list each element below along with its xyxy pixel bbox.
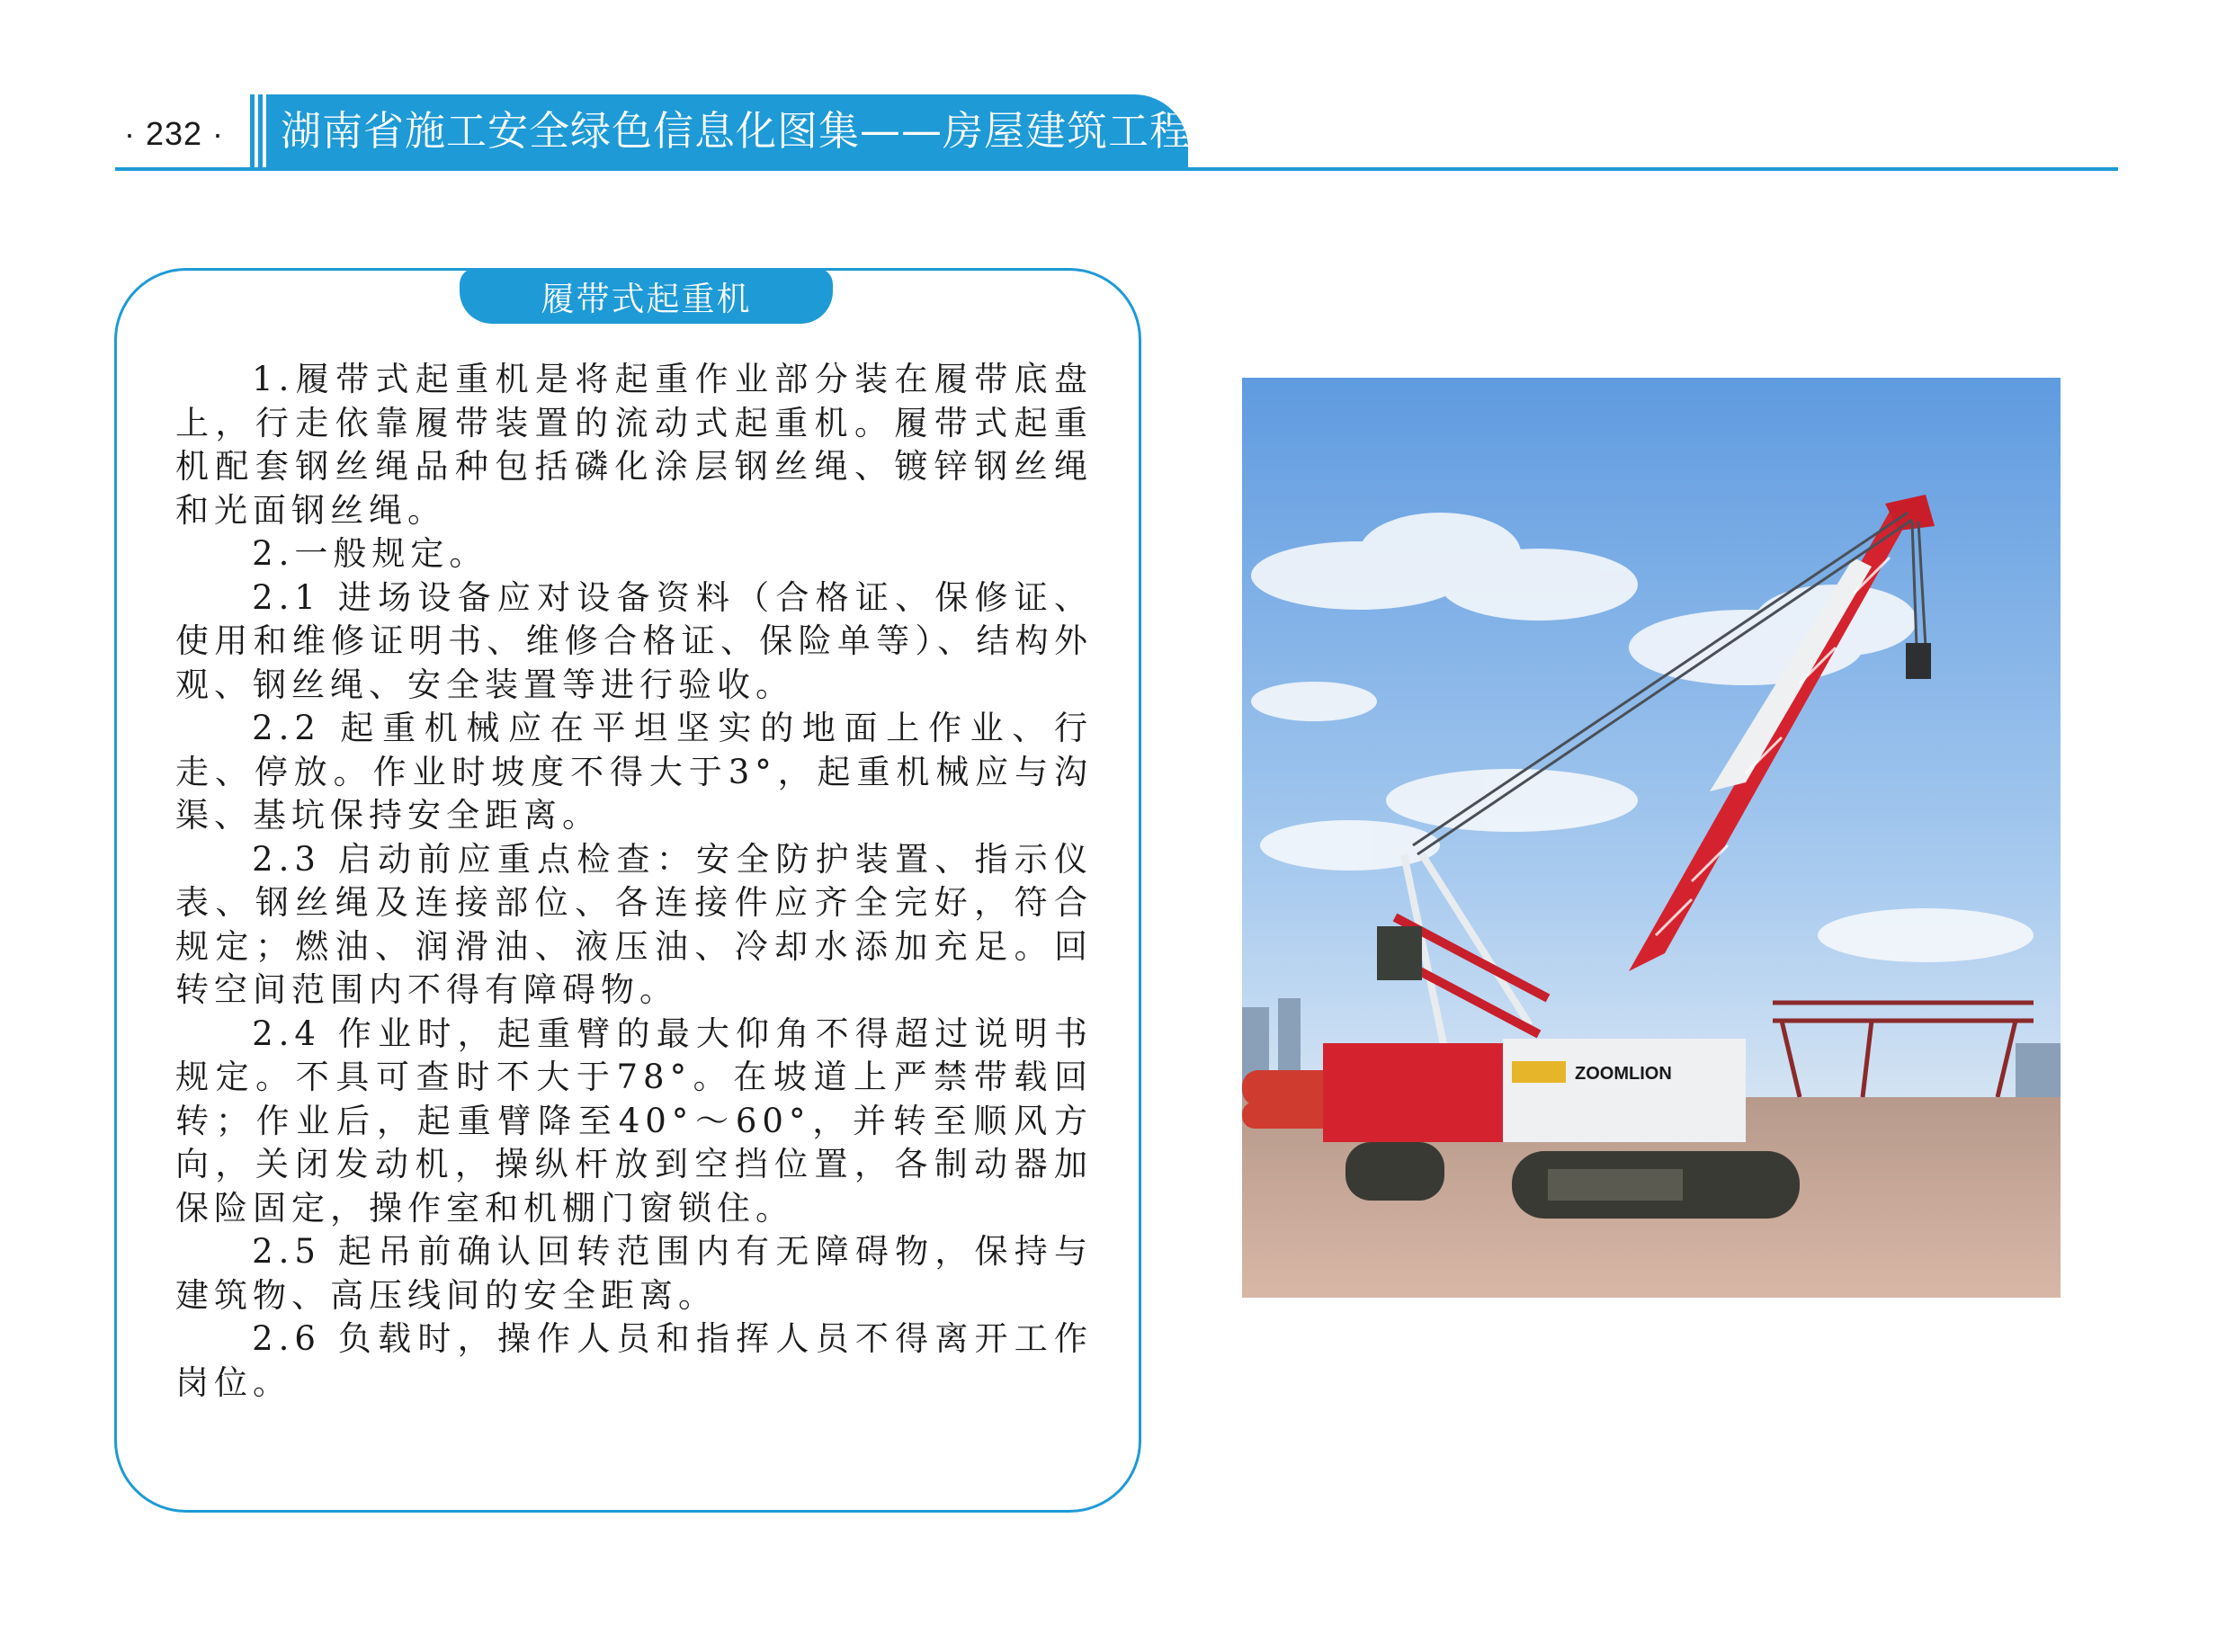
paragraph: 2.一般规定。: [252, 534, 488, 573]
section-tab: [460, 268, 833, 324]
paragraph: 2.1 进场设备应对设备资料（合格证、保修证、使用和维修证明书、维修合格证、保险单等）、结构外观、钢丝绳、安全装置等进行验收。: [175, 577, 1093, 704]
book-title: 湖南省施工安全绿色信息化图集——房屋建筑工程: [281, 107, 1192, 155]
accent-bar: [250, 94, 255, 168]
header-accent-bars: [250, 94, 263, 168]
section-title: 履带式起重机: [541, 280, 752, 318]
paragraph: 1.履带式起重机是将起重作业部分装在履带底盘上，行走依靠履带装置的流动式起重机。履带式起重机配套钢丝绳品种包括磷化涂层钢丝绳、镀锌钢丝绳和光面钢丝绳。: [175, 360, 1093, 530]
page-number: · 232 ·: [124, 115, 225, 152]
accent-bar: [258, 94, 263, 168]
crane-body: [1323, 1039, 1746, 1142]
brand-lettering: ZOOMLION: [1575, 1064, 1672, 1084]
paragraph: 2.2 起重机械应在平坦坚实的地面上作业、行走、停放。作业时坡度不得大于3°，起重机械应与沟渠、基坑保持安全距离。: [175, 709, 1093, 835]
paragraph: 2.6 负载时，操作人员和指挥人员不得离开工作岗位。: [175, 1319, 1093, 1402]
sky: [1242, 378, 2061, 1097]
paragraph: 2.4 作业时，起重臂的最大仰角不得超过说明书规定。不具可查时不大于78°。在坡道上严禁带载回转；作业后，起重臂降至40°～60°，并转至顺风方向，关闭发动机，操纵杆放到空挡位置，各制动器加保险固定，操作室和机棚门窗锁住。: [175, 1014, 1093, 1228]
header-rule: [115, 167, 2118, 171]
section-body: [175, 358, 1093, 1405]
crawler-crane-photo: [1242, 378, 2061, 1298]
paragraph: 2.5 起吊前确认回转范围内有无障碍物，保持与建筑物、高压线间的安全距离。: [175, 1232, 1093, 1315]
hook-block: [1906, 643, 1931, 679]
cab: [1377, 926, 1422, 980]
paragraph: 2.3 启动前应重点检查：安全防护装置、指示仪表、钢丝绳及连接部位、各连接件应齐全完好，符合规定；燃油、润滑油、液压油、冷却水添加充足。回转空间范围内不得有障碍物。: [175, 839, 1093, 1009]
